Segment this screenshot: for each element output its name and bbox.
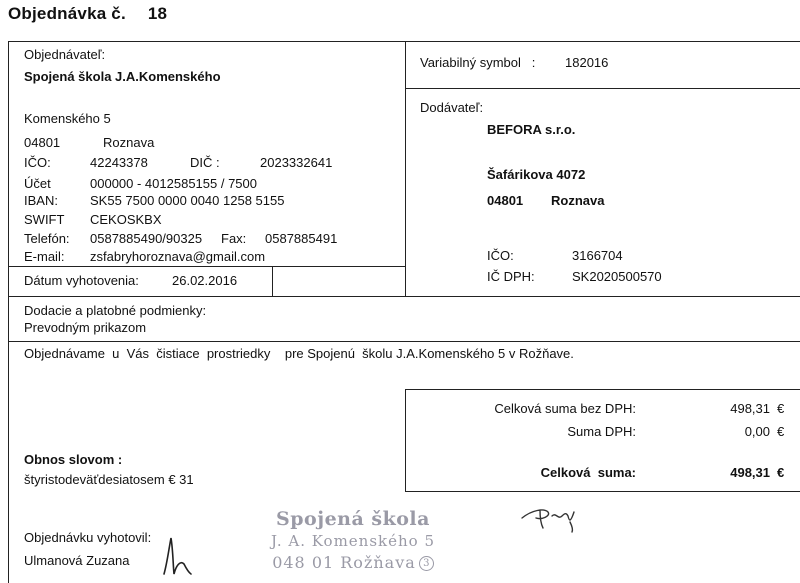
- buyer-dic-label: DIČ :: [190, 155, 220, 170]
- stamp-number-mark: 3: [419, 556, 434, 571]
- order-text: Objednávame u Vás čistiace prostriedky pre Spojenú školu J.A.Komenského 5 v Rožňave.: [24, 346, 574, 361]
- supplier-top-border: [405, 88, 800, 89]
- buyer-iban: SK55 7500 0000 0040 1258 5155: [90, 193, 285, 208]
- net-total-currency: €: [777, 401, 785, 416]
- buyer-heading: Objednávateľ:: [24, 47, 106, 62]
- stamp-line-1: Spojená škola: [276, 508, 430, 530]
- stamp-line-3: 048 01 Rožňava: [272, 553, 416, 572]
- buyer-fax-label: Fax:: [221, 231, 247, 246]
- vat-label: Suma DPH:: [567, 424, 636, 439]
- vat-value: 0,00: [744, 424, 770, 439]
- issued-by-heading: Objednávku vyhotovil:: [24, 530, 152, 545]
- buyer-account-label: Účet: [24, 176, 51, 191]
- grand-total-currency: €: [777, 465, 785, 480]
- buyer-swift-label: SWIFT: [24, 212, 65, 227]
- frame-left-border: [8, 41, 9, 583]
- header-divider: [405, 41, 406, 296]
- page-title: [8, 4, 167, 24]
- buyer-name: Spojená škola J.A.Komenského: [24, 69, 221, 84]
- totals-left-border: [405, 389, 406, 491]
- buyer-email-label: E-mail:: [24, 249, 65, 264]
- signature-issuer: [158, 530, 198, 580]
- variable-symbol-value: 182016: [565, 55, 609, 70]
- buyer-swift: CEKOSKBX: [90, 212, 162, 227]
- stamp-line-2: J. A. Komenského 5: [270, 532, 435, 550]
- buyer-fax: 0587885491: [265, 231, 338, 246]
- grand-total-label: Celková suma:: [540, 465, 636, 480]
- supplier-heading: Dodávateľ:: [420, 100, 484, 115]
- order-number: 18: [147, 4, 168, 23]
- supplier-bottom-border: [405, 296, 800, 297]
- supplier-zip: 04801: [487, 193, 524, 208]
- totals-top-border: [405, 389, 800, 390]
- net-total-value: 498,31: [730, 401, 770, 416]
- buyer-ico-label: IČO:: [24, 155, 51, 170]
- buyer-iban-label: IBAN:: [24, 193, 58, 208]
- variable-symbol-label: Variabilný symbol :: [420, 55, 536, 70]
- buyer-dic: 2023332641: [260, 155, 333, 170]
- frame-top-border: [8, 41, 800, 42]
- buyer-ico: 42243378: [90, 155, 148, 170]
- buyer-city: Roznava: [103, 135, 155, 150]
- totals-bottom-border: [405, 491, 800, 492]
- issue-date-label: Dátum vyhotovenia:: [24, 273, 139, 288]
- signature-approver: [518, 498, 588, 536]
- terms-bottom-border: [8, 341, 800, 342]
- date-right-border: [272, 266, 273, 296]
- net-total-label: Celková suma bez DPH:: [494, 401, 636, 416]
- buyer-street: Komenského 5: [24, 111, 111, 126]
- in-words-heading: Obnos slovom :: [24, 452, 123, 467]
- supplier-street: Šafárikova 4072: [487, 167, 586, 182]
- issue-date: 26.02.2016: [172, 273, 238, 288]
- vat-currency: €: [777, 424, 785, 439]
- supplier-icdph-label: IČ DPH:: [487, 269, 535, 284]
- supplier-name: BEFORA s.r.o.: [487, 122, 576, 137]
- supplier-ico: 3166704: [572, 248, 623, 263]
- terms-value: Prevodným prikazom: [24, 320, 147, 335]
- in-words-value: štyristodeväťdesiatosem € 31: [24, 472, 194, 487]
- buyer-account: 000000 - 4012585155 / 7500: [90, 176, 257, 191]
- buyer-zip: 04801: [24, 135, 61, 150]
- buyer-email: zsfabryhoroznava@gmail.com: [90, 249, 266, 264]
- date-top-border: [8, 266, 405, 267]
- grand-total-value: 498,31: [730, 465, 770, 480]
- terms-heading: Dodacie a platobné podmienky:: [24, 303, 207, 318]
- buyer-phone-label: Telefón:: [24, 231, 70, 246]
- buyer-bottom-border: [8, 296, 405, 297]
- supplier-city: Roznava: [551, 193, 605, 208]
- buyer-phone: 0587885490/90325: [90, 231, 203, 246]
- supplier-ico-label: IČO:: [487, 248, 514, 263]
- issued-by-name: Ulmanová Zuzana: [24, 553, 130, 568]
- school-stamp: [268, 508, 438, 574]
- supplier-icdph: SK2020500570: [572, 269, 662, 284]
- order-title-label: Objednávka č.: [8, 4, 126, 23]
